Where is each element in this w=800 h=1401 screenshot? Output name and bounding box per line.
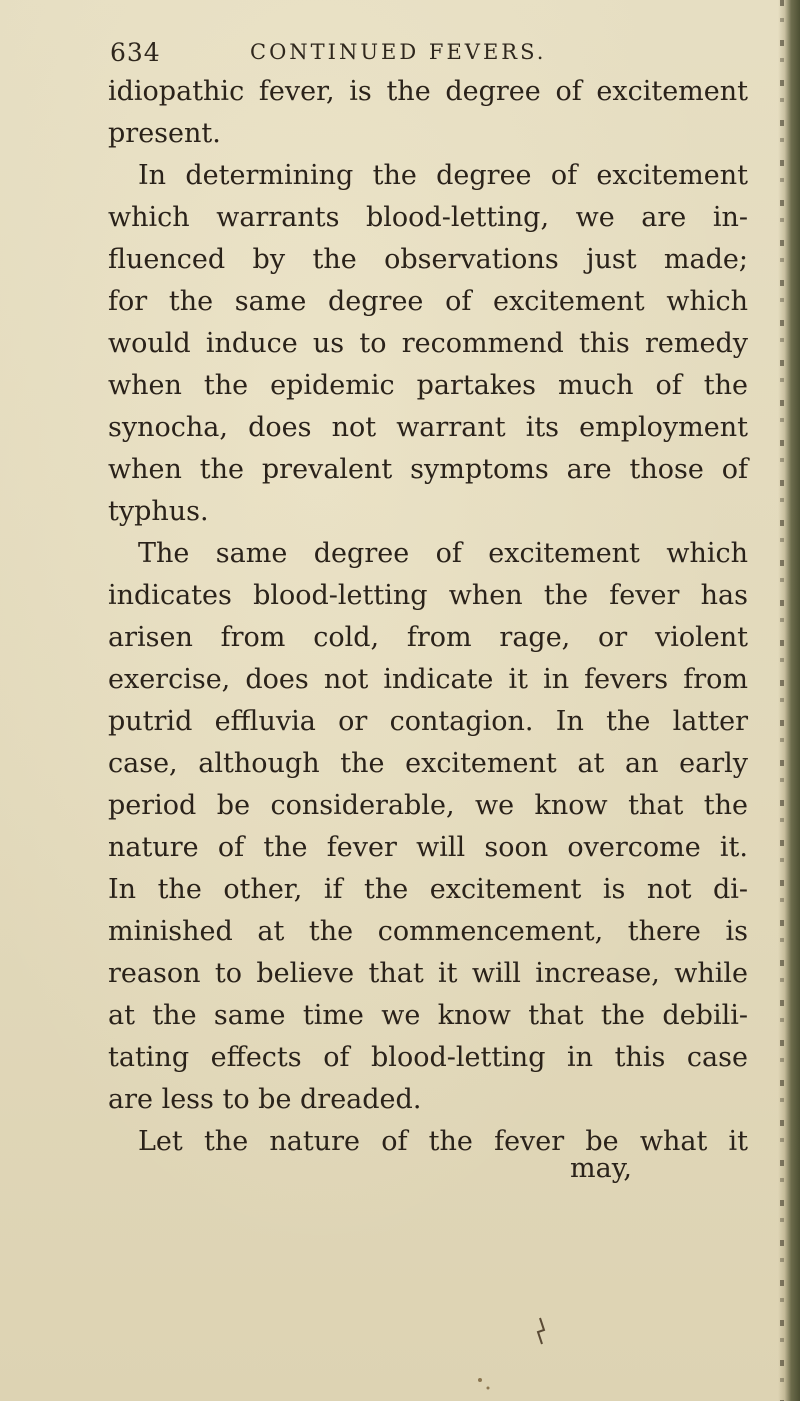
- text-line: In determining the degree of excitement: [138, 160, 748, 191]
- text-line: tating effects of blood-letting in this case: [108, 1042, 748, 1073]
- catchword: may,: [570, 1153, 632, 1184]
- text-line: period be considerable, we know that the: [108, 790, 748, 821]
- page-number: 634: [110, 38, 161, 67]
- text-line: nature of the fever will soon overcome it.: [108, 832, 748, 863]
- text-line: exercise, does not indicate it in fevers from: [108, 664, 748, 695]
- text-line: arisen from cold, from rage, or violent: [108, 622, 748, 653]
- text-line: for the same degree of excitement which: [108, 286, 748, 317]
- running-title: CONTINUED FEVERS.: [250, 40, 547, 64]
- ink-speck: [530, 1310, 560, 1350]
- body-text: [108, 71, 748, 1163]
- text-line: would induce us to recommend this remedy: [108, 328, 748, 359]
- text-line: at the same time we know that the debili-: [108, 1000, 748, 1031]
- binding-edge: [778, 0, 800, 1401]
- text-line: putrid effluvia or contagion. In the latter: [108, 706, 748, 737]
- text-line: Let the nature of the fever be what it: [138, 1126, 748, 1157]
- text-line: In the other, if the excitement is not di-: [108, 874, 748, 905]
- text-line: case, although the excitement at an early: [108, 748, 748, 779]
- text-line: are less to be dreaded.: [108, 1084, 422, 1115]
- text-line: fluenced by the observations just made;: [108, 244, 748, 275]
- text-line: present.: [108, 118, 221, 149]
- text-line: indicates blood-letting when the fever has: [108, 580, 748, 611]
- ink-speck: [470, 1362, 510, 1401]
- text-line: when the prevalent symptoms are those of: [108, 454, 748, 485]
- text-line: reason to believe that it will increase, while: [108, 958, 748, 989]
- text-line: which warrants blood-letting, we are in-: [108, 202, 748, 233]
- text-line: synocha, does not warrant its employment: [108, 412, 748, 443]
- text-line: The same degree of excitement which: [138, 538, 748, 569]
- text-line: idiopathic fever, is the degree of excitement: [108, 76, 748, 107]
- text-line: typhus.: [108, 496, 209, 527]
- text-line: when the epidemic partakes much of the: [108, 370, 748, 401]
- text-line: minished at the commencement, there is: [108, 916, 748, 947]
